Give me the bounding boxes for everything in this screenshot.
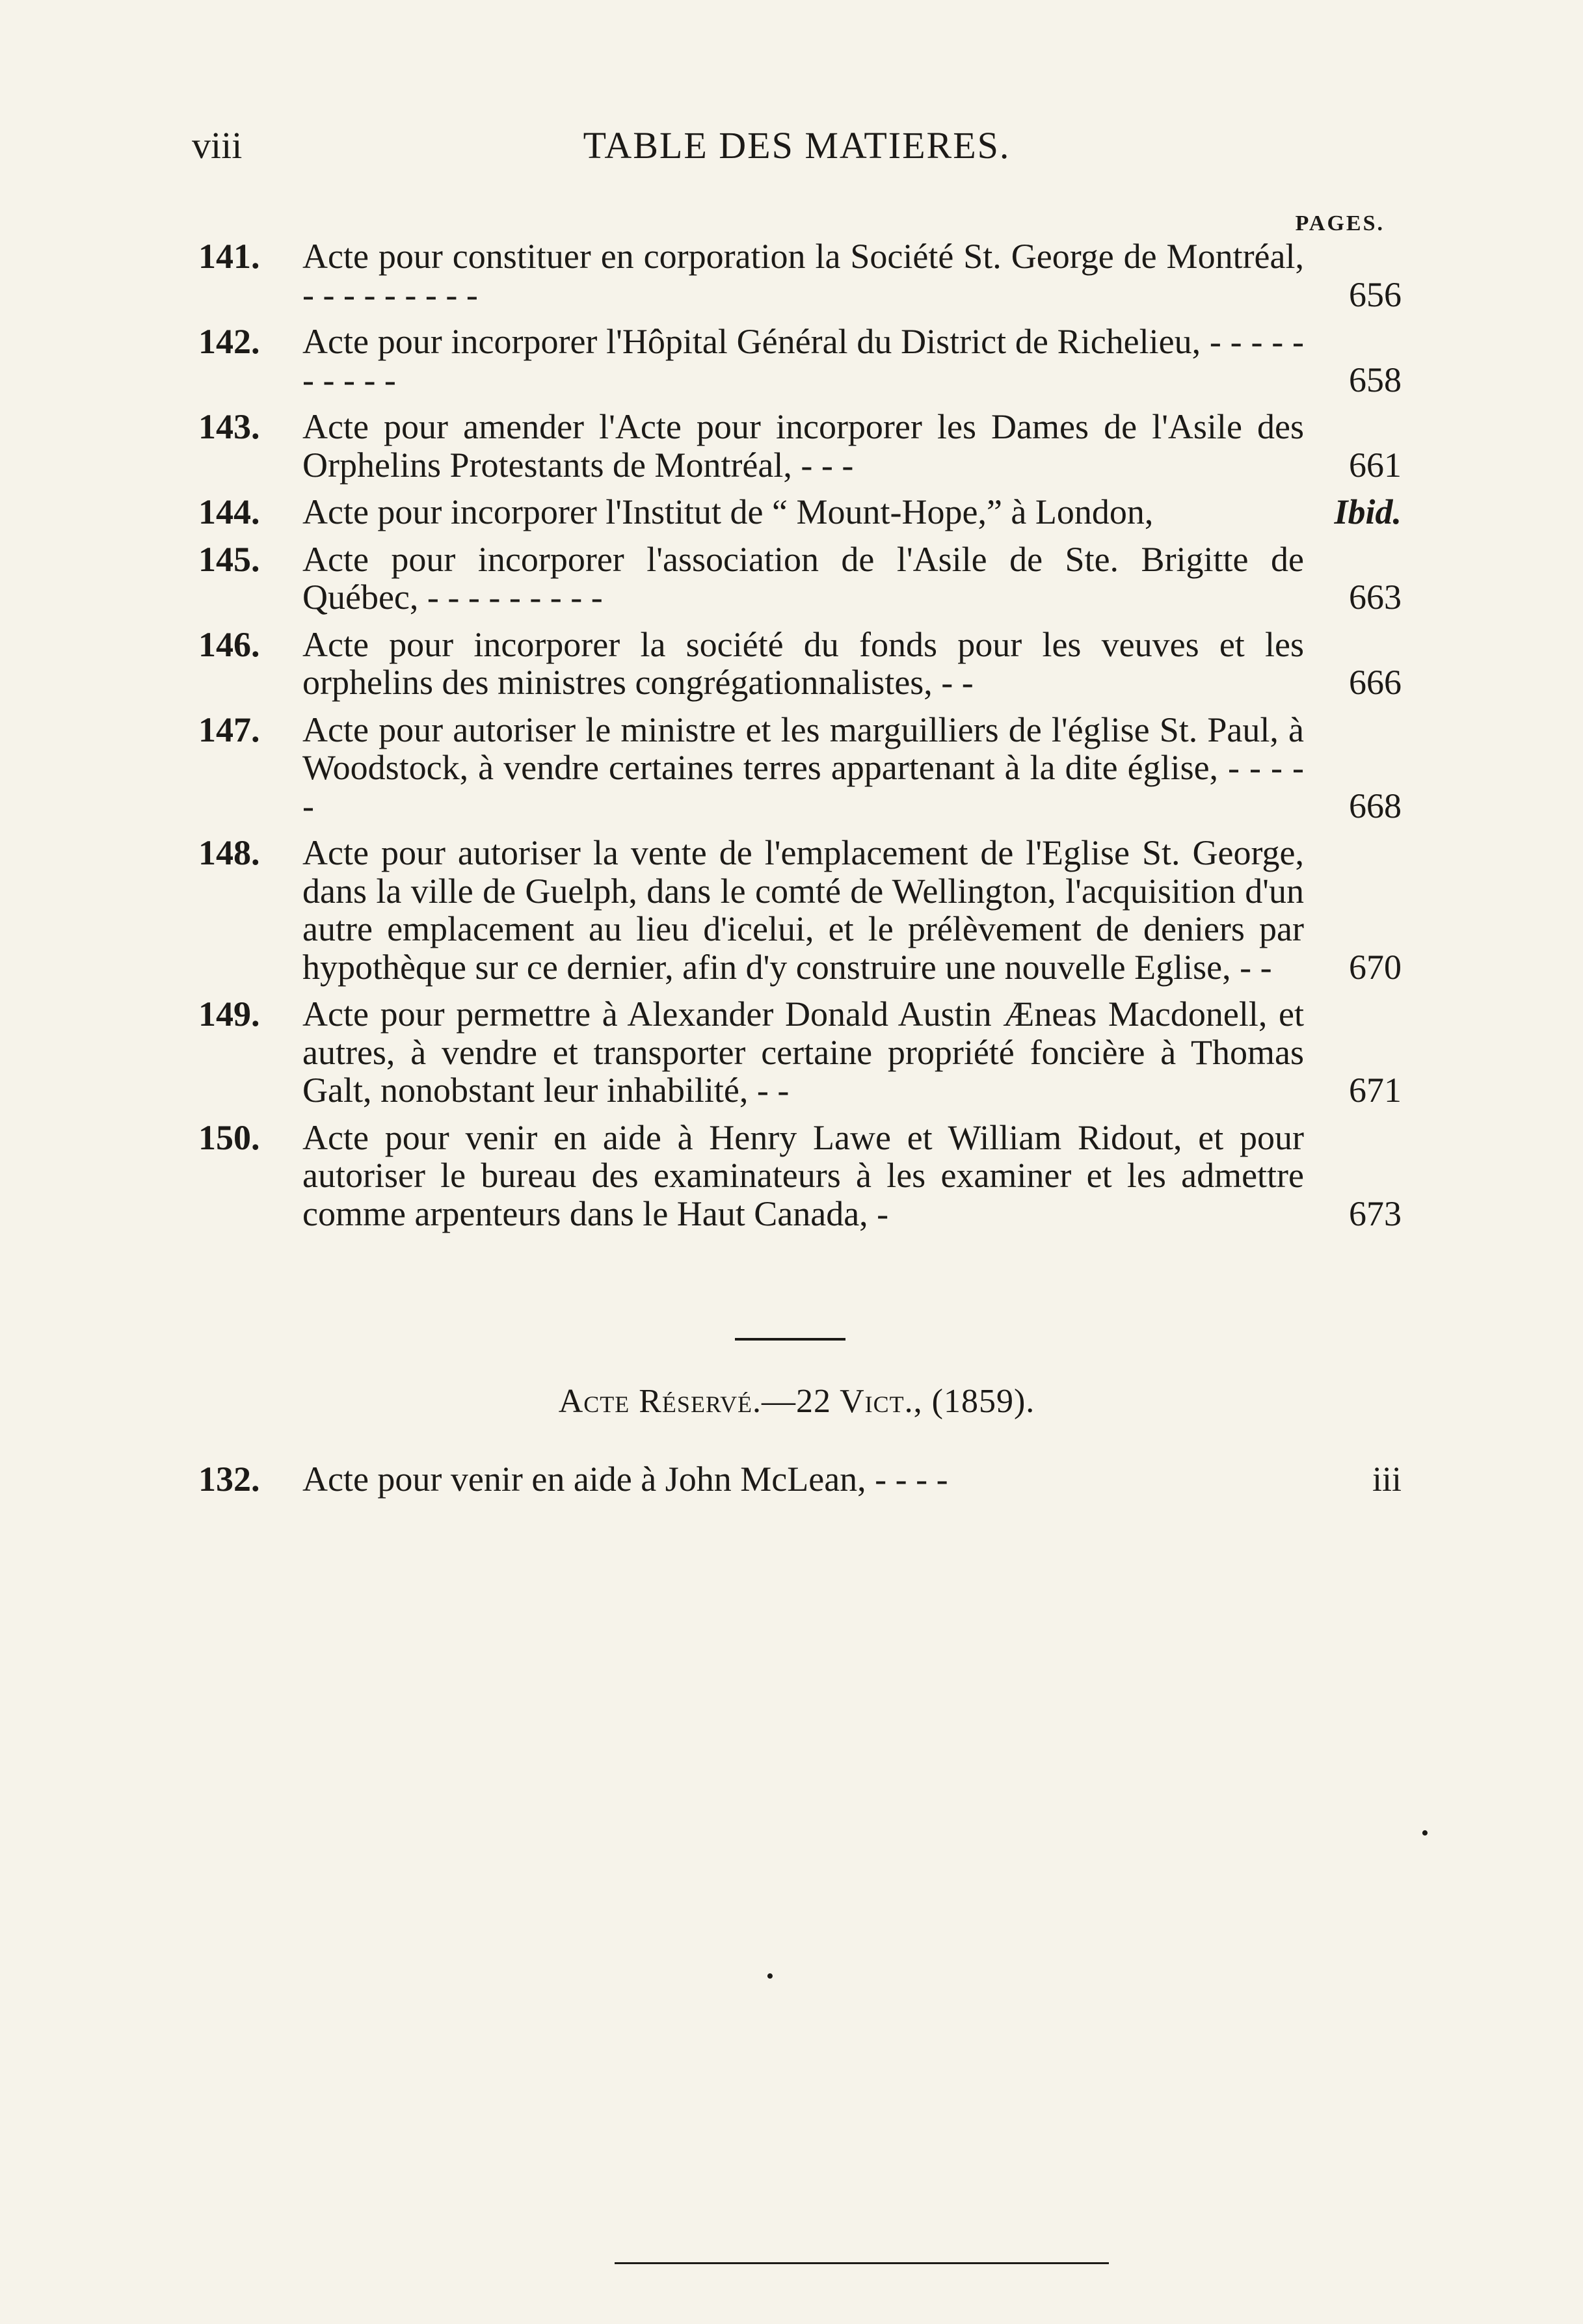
entry-title: Acte pour venir en aide à Henry Lawe et William Ridout, et pour autoriser le bureau des examinateurs à les examiner et les admettre comme arpenteurs dans le Haut Canada, - — [302, 1117, 1304, 1233]
entry-number: 144. — [198, 492, 260, 531]
toc-entry — [192, 323, 1402, 399]
entry-number: 141. — [198, 237, 260, 276]
entry-page: 668 — [1349, 786, 1402, 825]
toc-entry — [192, 834, 1402, 986]
table-of-contents — [192, 237, 1402, 1242]
entry-page: 666 — [1349, 663, 1402, 702]
entry-title: Acte pour incorporer l'Institut de “ Mount-Hope,” à London, — [302, 492, 1154, 531]
toc-entry — [192, 626, 1402, 702]
entry-page: 670 — [1349, 947, 1402, 987]
printers-mark: • — [1421, 1821, 1429, 1845]
entry-title: Acte pour incorporer l'Hôpital Général du District de Richelieu, - - - - - - - - - - — [302, 322, 1304, 399]
entry-title: Acte pour autoriser la vente de l'emplacement de l'Eglise St. George, dans la ville de Guelph, dans le comté de Wellington, l'acquisition d'un autre emplacement au lieu d'icelui, et le prélèvement de deniers par hypothèque sur ce dernier, afin d'y construire une nouvelle Eglise, - - — [302, 833, 1304, 987]
toc-entry — [192, 995, 1402, 1110]
entry-title: Acte pour incorporer l'association de l'Asile de Ste. Brigitte de Québec, - - - - - - - - - — [302, 539, 1304, 617]
printers-mark: • — [766, 1964, 774, 1988]
entry-number: 146. — [198, 624, 260, 664]
entry-title: Acte pour incorporer la société du fonds pour les veuves et les orphelins des ministres congrégationnalistes, - - — [302, 624, 1304, 702]
entry-page: 661 — [1349, 445, 1402, 485]
page-end-rule — [615, 2262, 1109, 2264]
toc-entry — [192, 1460, 1402, 1499]
entry-page: 663 — [1349, 578, 1402, 617]
entry-title: Acte pour venir en aide à John McLean, - - - - — [302, 1460, 948, 1499]
section-divider — [735, 1338, 845, 1341]
entry-page: Ibid. — [1334, 492, 1402, 531]
entry-page: 673 — [1349, 1194, 1402, 1233]
entry-page: iii — [1372, 1460, 1402, 1499]
entry-page: 658 — [1349, 360, 1402, 399]
entry-number: 148. — [198, 833, 260, 872]
reserved-section-title: Acte Réservé.—22 Vict., (1859). — [558, 1383, 1035, 1420]
entry-title: Acte pour constituer en corporation la Société St. George de Montréal, - - - - - - - - - — [302, 237, 1304, 314]
entry-title: Acte pour amender l'Acte pour incorporer les Dames de l'Asile des Orphelins Protestants de Montréal, - - - — [302, 407, 1304, 485]
toc-entry — [192, 541, 1402, 617]
entry-number: 143. — [198, 407, 260, 446]
entry-number: 132. — [198, 1460, 260, 1499]
page-title: TABLE DES MATIERES. — [583, 124, 1011, 167]
entry-number: 147. — [198, 710, 260, 749]
running-head — [192, 124, 1402, 176]
toc-entry — [192, 1119, 1402, 1233]
pages-column-label: PAGES. — [1295, 211, 1385, 235]
entry-title: Acte pour autoriser le ministre et les marguilliers de l'église St. Paul, à Woodstock, à vendre certaines terres appartenant à la dite église, - - - - - — [302, 710, 1304, 825]
toc-entry — [192, 493, 1402, 531]
toc-entry — [192, 408, 1402, 484]
page-number: viii — [192, 124, 243, 167]
entry-number: 145. — [198, 539, 260, 579]
reserved-section-entries — [192, 1460, 1402, 1508]
entry-number: 150. — [198, 1117, 260, 1157]
toc-entry — [192, 237, 1402, 314]
entry-page: 656 — [1349, 274, 1402, 314]
entry-page: 671 — [1349, 1071, 1402, 1110]
entry-number: 149. — [198, 995, 260, 1034]
entry-number: 142. — [198, 322, 260, 361]
toc-entry — [192, 711, 1402, 825]
entry-title: Acte pour permettre à Alexander Donald Austin Æneas Macdonell, et autres, à vendre et transporter certaine propriété foncière à Thomas Galt, nonobstant leur inhabilité, - - — [302, 995, 1304, 1110]
